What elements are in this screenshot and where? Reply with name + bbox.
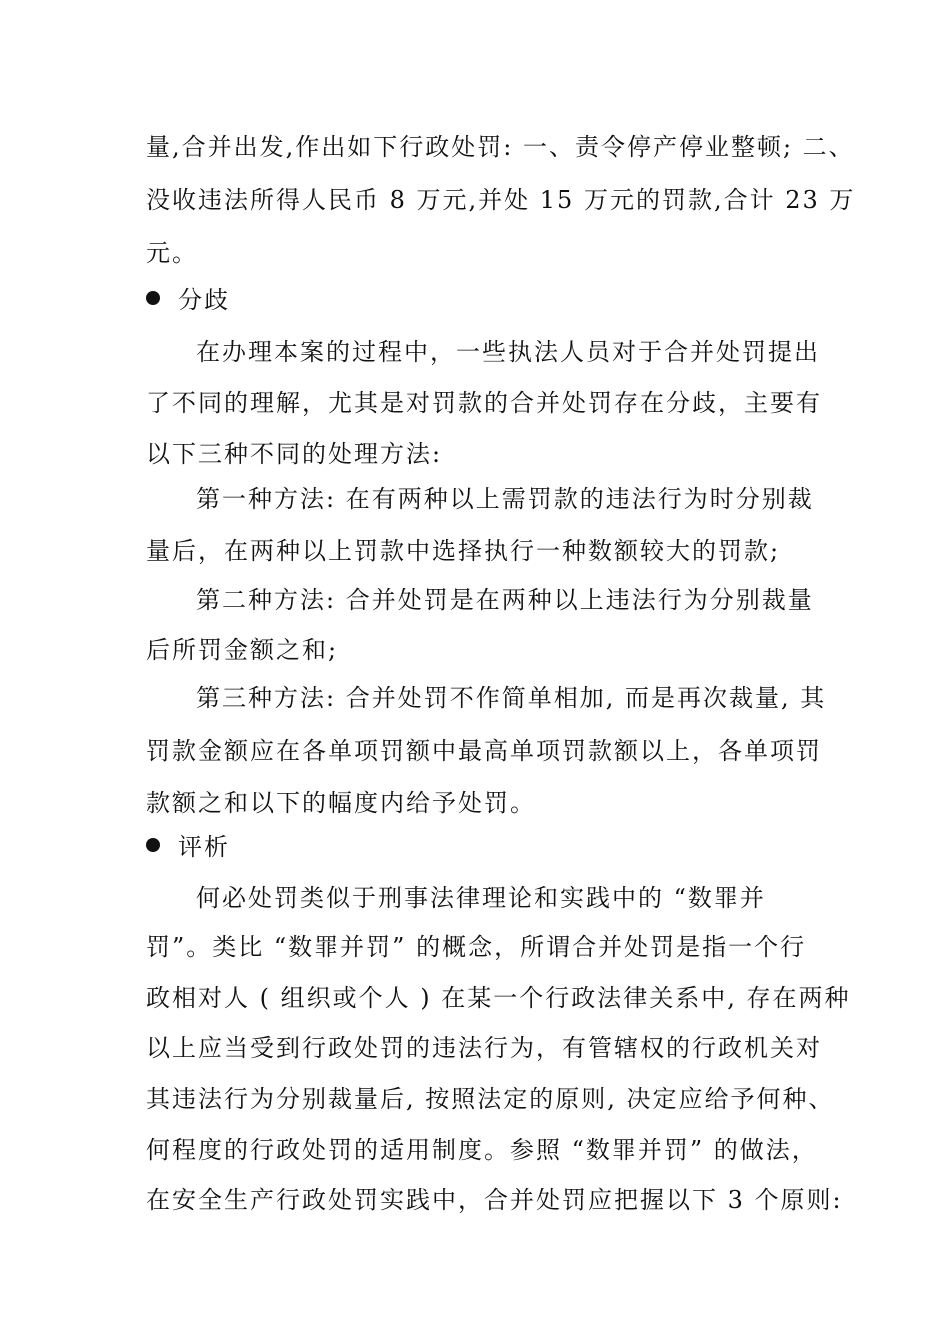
text-line: 后所罚金额之和; — [146, 636, 339, 664]
text-line: 第三种方法: 合并处罚不作简单相加, 而是再次裁量, 其 — [196, 684, 827, 712]
heading-text: 分歧 — [178, 286, 230, 314]
text-line: 罚款金额应在各单项罚额中最高单项罚款额以上，各单项罚 — [146, 737, 822, 765]
text-line: 第一种方法: 在有两种以上需罚款的违法行为时分别裁 — [196, 485, 814, 513]
section-heading-analysis — [146, 831, 230, 863]
heading-text: 评析 — [178, 833, 230, 861]
text-line: 了不同的理解，尤其是对罚款的合并处罚存在分歧，主要有 — [146, 389, 822, 417]
text-line: 罚”。类比 “数罪并罚” 的概念，所谓合并处罚是指一个行 — [146, 933, 807, 961]
bullet-icon — [146, 291, 160, 305]
text-line: 第二种方法: 合并处罚是在两种以上违法行为分别裁量 — [196, 586, 814, 614]
text-line: 在办理本案的过程中，一些执法人员对于合并处罚提出 — [196, 338, 820, 366]
text-line: 政相对人 ( 组织或个人 ) 在某一个行政法律关系中, 存在两种 — [146, 984, 851, 1012]
text-line: 以上应当受到行政处罚的违法行为，有管辖权的行政机关对 — [146, 1034, 822, 1062]
text-line: 量,合并出发,作出如下行政处罚: 一、责令停产停业整顿; 二、 — [146, 133, 855, 161]
bullet-icon — [146, 838, 160, 852]
text-line: 没收违法所得人民币 8 万元,并处 15 万元的罚款,合计 23 万 — [146, 186, 856, 214]
text-line: 量后，在两种以上罚款中选择执行一种数额较大的罚款; — [146, 537, 781, 565]
text-line: 在安全生产行政处罚实践中，合并处罚应把握以下 3 个原则: — [146, 1186, 843, 1214]
section-heading-divergence — [146, 284, 230, 316]
text-line: 款额之和以下的幅度内给予处罚。 — [146, 789, 536, 817]
text-line: 何必处罚类似于刑事法律理论和实践中的 “数罪并 — [196, 884, 766, 912]
text-line: 何程度的行政处罚的适用制度。参照 “数罪并罚” 的做法， — [146, 1136, 818, 1164]
text-line: 其违法行为分别裁量后, 按照法定的原则, 决定应给予何种、 — [146, 1085, 835, 1113]
text-line: 元。 — [146, 239, 198, 267]
text-line: 以下三种不同的处理方法: — [146, 440, 443, 468]
